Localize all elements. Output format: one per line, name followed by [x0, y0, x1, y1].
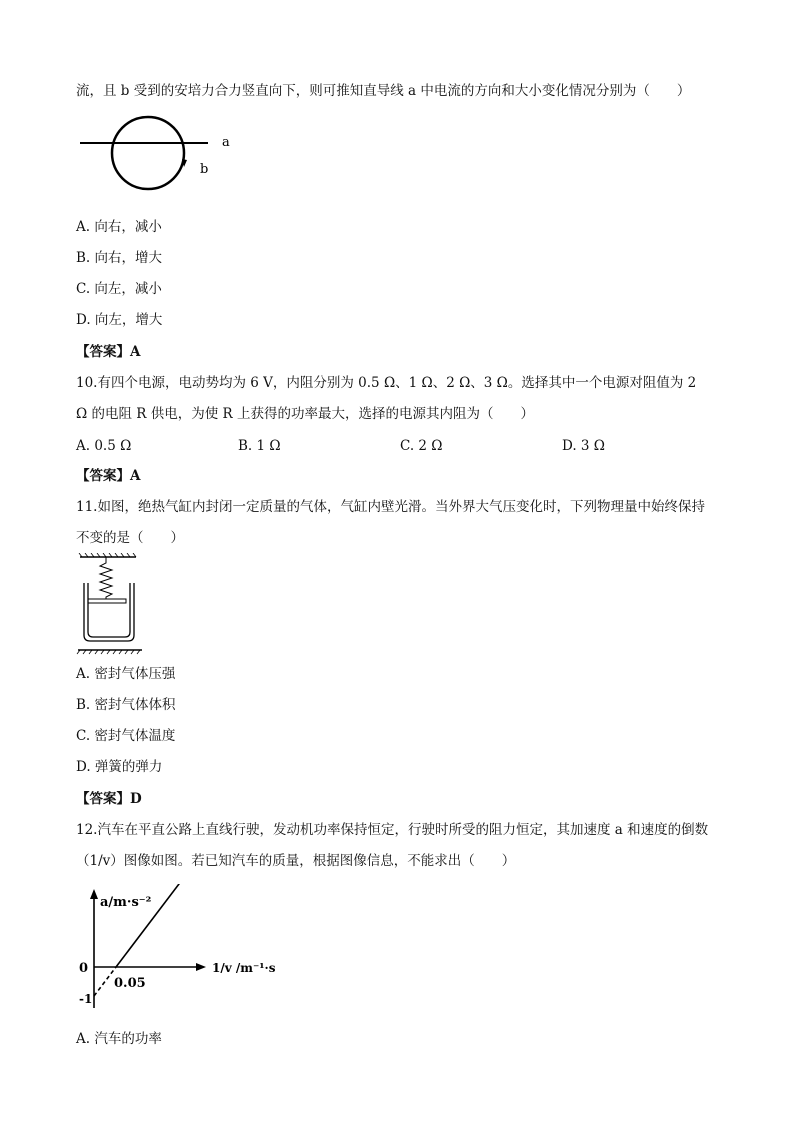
q11-option-a: A. 密封气体压强: [76, 666, 176, 682]
origin-label: 0: [79, 961, 89, 976]
q11-answer: 【答案】D: [76, 791, 142, 807]
y-intercept-label: -1: [79, 992, 93, 1006]
x-axis-label: 1/v /m⁻¹·s: [212, 961, 276, 975]
q9-option-b: B. 向右，增大: [76, 250, 163, 266]
q9-answer: 【答案】A: [76, 344, 141, 360]
q9-option-a: A. 向右，减小: [76, 219, 162, 235]
q10-option-b: B. 1 Ω: [238, 438, 281, 454]
q12-graph: [76, 884, 296, 1014]
q9-stem-continuation: 流，且 b 受到的安培力合力竖直向下，则可推知直导线 a 中电流的方向和大小变化情况分别为（ ）: [76, 83, 691, 99]
spring: [100, 557, 112, 600]
x-axis-arrow: [196, 963, 206, 971]
q10-answer: 【答案】A: [76, 468, 141, 484]
q9-figure: [76, 110, 256, 200]
loop-b: [112, 117, 184, 189]
q11-option-d: D. 弹簧的弹力: [76, 759, 163, 775]
y-axis-label: a/m·s⁻²: [100, 895, 152, 910]
q12-stem-line1: 12.汽车在平直公路上直线行驶，发动机功率保持恒定，行驶时所受的阻力恒定，其加速度 a 和速度的倒数: [76, 822, 709, 838]
q10-option-c: C. 2 Ω: [400, 438, 443, 454]
q10-option-d: D. 3 Ω: [562, 438, 605, 454]
x-tick-label: 0.05: [114, 976, 146, 991]
q9-option-c: C. 向左，减小: [76, 281, 162, 297]
q11-option-c: C. 密封气体温度: [76, 728, 176, 744]
cylinder-outer: [84, 583, 134, 641]
label-a: a: [222, 135, 230, 150]
label-b: b: [200, 162, 209, 177]
piston: [88, 599, 126, 603]
graph-line-extension-dashed: [94, 967, 116, 996]
q11-option-b: B. 密封气体体积: [76, 697, 176, 713]
q10-stem-line2: Ω 的电阻 R 供电，为使 R 上获得的功率最大，选择的电源其内阻为（ ）: [76, 406, 534, 422]
cylinder-inner: [88, 583, 130, 637]
q11-stem-line2: 不变的是（ ）: [76, 530, 184, 546]
q10-option-a: A. 0.5 Ω: [76, 438, 132, 454]
q10-stem-line1: 10.有四个电源，电动势均为 6 V，内阻分别为 0.5 Ω、1 Ω、2 Ω、3 Ω。选择其中一个电源对阻值为 2: [76, 375, 697, 391]
q12-option-a: A. 汽车的功率: [76, 1031, 162, 1047]
y-axis-arrow: [90, 889, 98, 899]
q11-cylinder-figure: [76, 553, 146, 659]
q9-option-d: D. 向左，增大: [76, 312, 163, 328]
q11-stem-line1: 11.如图，绝热气缸内封闭一定质量的气体，气缸内壁光滑。当外界大气压变化时，下列物理量中始终保持: [76, 499, 705, 515]
q12-stem-line2: （1/v）图像如图。若已知汽车的质量，根据图像信息，不能求出（ ）: [76, 853, 516, 869]
